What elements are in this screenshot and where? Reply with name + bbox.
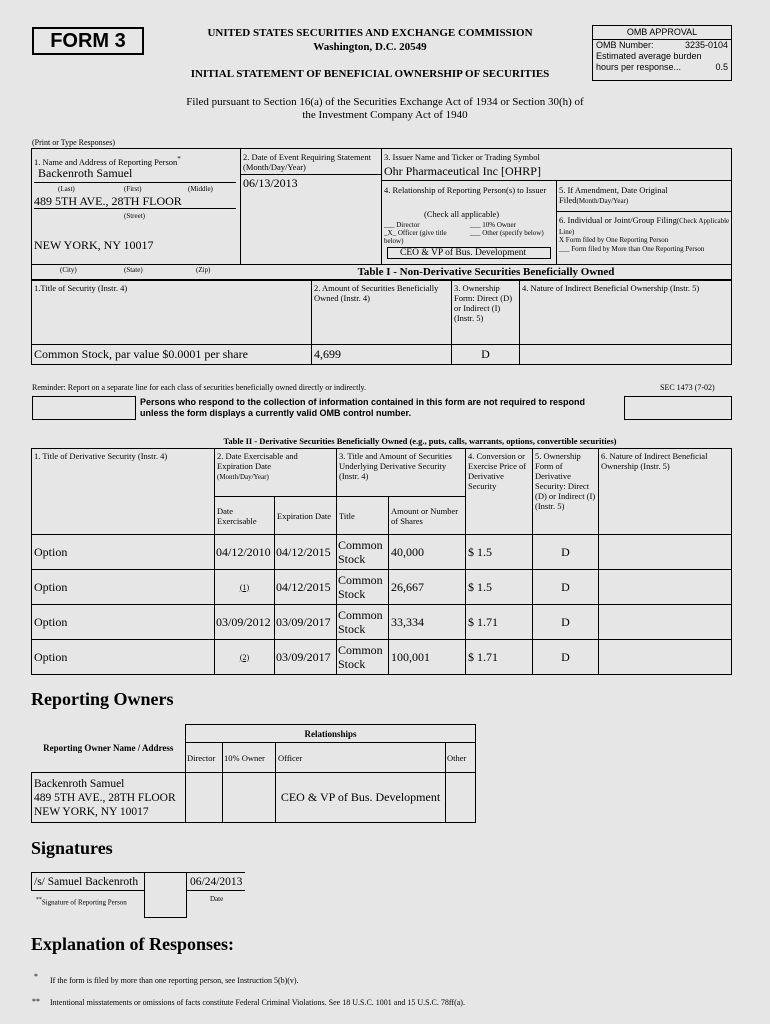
row2-amount: 26,667 [389,570,466,605]
reporting-owners-heading: Reporting Owners [31,689,174,709]
box6-option-2: ___ Form filed by More than One Reporting Person [559,245,705,253]
box2-label: 2. Date of Event Requiring Statement (Month/Day/Year) [243,152,371,172]
box4-officer: _X_ Officer (give title below) [384,229,447,245]
form-label: FORM 3 [32,27,144,55]
box4-label: 4. Relationship of Reporting Person(s) to Issuer [384,185,547,195]
note-1-mark: * [34,972,38,981]
omb-burden-label: Estimated average burden [596,51,702,61]
note-1: If the form is filed by more than one reporting person, see Instruction 5(b)(v). [50,976,299,985]
row2-price: $ 1.5 [466,570,533,605]
table2-col3a: Title [337,497,389,535]
signatures-heading: Signatures [31,838,113,858]
table2-col1: 1. Title of Derivative Security (Instr. 4) [32,449,215,535]
row2-title: Option [32,570,215,605]
reminder-right-box [624,396,732,420]
row2-underlying-title: Common Stock [337,570,389,605]
state-label: (State) [124,266,143,274]
filed-line-2: the Investment Company Act of 1940 [302,109,468,121]
table1-col4: 4. Nature of Indirect Beneficial Ownership (Instr. 5) [520,281,732,345]
agency-name: UNITED STATES SECURITIES AND EXCHANGE COMMISSION [207,27,533,39]
table2-row [32,570,732,605]
owners-row [32,773,476,823]
form-title: INITIAL STATEMENT OF BENEFICIAL OWNERSHIP OF SECURITIES [190,68,550,80]
footnote-1-link[interactable]: (1) [239,582,250,592]
officer-title: CEO & VP of Bus. Development [400,248,527,258]
table2 [31,448,732,675]
filed-pursuant [100,96,670,122]
row4-price: $ 1.71 [466,640,533,675]
table2-col2a: Date Exercisable [215,497,275,535]
row4-title: Option [32,640,215,675]
sec-code: SEC 1473 (7-02) [660,383,715,392]
omb-number: 3235-0104 [684,40,728,50]
footnote-2-link[interactable]: (2) [239,652,250,662]
date-label: Date [210,895,224,903]
table2-col2b: Expiration Date [275,497,337,535]
street-value: 489 5TH AVE., 28TH FLOOR [34,194,182,208]
owners-col-other: Other [446,743,476,773]
table1-form: D [452,345,520,365]
row1-expiration: 04/12/2015 [275,535,337,570]
row4-amount: 100,001 [389,640,466,675]
table1-col1: 1.Title of Security (Instr. 4) [32,281,312,345]
row1-form: D [533,535,599,570]
first-label: (First) [124,185,142,193]
table2-row [32,535,732,570]
row1-price: $ 1.5 [466,535,533,570]
row3-exercisable: 03/09/2012 [215,605,275,640]
omb-title: OMB APPROVAL [593,26,731,40]
table1-row [32,345,732,365]
table2-col3: 3. Title and Amount of Securities Underlying Derivative Security (Instr. 4) [337,449,466,497]
table2-col3b: Amount or Number of Shares [389,497,466,535]
zip-label: (Zip) [196,266,211,274]
table2-row [32,640,732,675]
row1-amount: 40,000 [389,535,466,570]
row3-underlying-title: Common Stock [337,605,389,640]
table2-row [32,605,732,640]
explanation-heading: Explanation of Responses: [31,934,235,954]
row4-form: D [533,640,599,675]
reminder-text: Reminder: Report on a separate line for each class of securities beneficially owned directly or indirectly. [32,383,367,392]
row3-expiration: 03/09/2017 [275,605,337,640]
note-2-mark: ** [32,997,40,1006]
row3-price: $ 1.71 [466,605,533,640]
row4-expiration: 03/09/2017 [275,640,337,675]
omb-number-label: OMB Number: [596,40,654,50]
signature-label: **Signature of Reporting Person [36,897,127,907]
omb-approval-box [592,25,732,81]
agency-location: Washington, D.C. 20549 [313,41,427,53]
row2-expiration: 04/12/2015 [275,570,337,605]
table2-col2: 2. Date Exercisable and Expiration Date (Month/Day/Year) [215,449,337,497]
reporter-name: Backenroth Samuel [38,166,133,180]
table1-security: Common Stock, par value $0.0001 per share [32,345,312,365]
warning-line-2: unless the form displays a currently valid OMB control number. [140,408,412,418]
omb-burden-value: 0.5 [715,62,728,72]
box6-label: 6. Individual or Joint/Group Filing(Check Applicable Line) [559,215,730,236]
owners-col-ten: 10% Owner [223,743,276,773]
last-label: (Last) [58,185,75,193]
box4-director: ___ Director [384,221,420,229]
table1-col2: 2. Amount of Securities Beneficially Owned (Instr. 4) [312,281,452,345]
signature: /s/ Samuel Backenroth [34,876,139,888]
table1-col3: 3. Ownership Form: Direct (D) or Indirect (I) (Instr. 5) [452,281,520,345]
box5-label: 5. If Amendment, Date Original Filed(Month/Day/Year) [559,185,668,205]
owners-col-officer: Officer [276,743,446,773]
warning-line-1: Persons who respond to the collection of information contained in this form are not required to respond [140,397,586,407]
filed-line-1: Filed pursuant to Section 16(a) of the Securities Exchange Act of 1934 or Section 30(h) of [186,96,584,108]
owners-col-director: Director [186,743,223,773]
table1 [31,280,732,365]
row1-exercisable: 04/12/2010 [215,535,275,570]
table2-title: Table II - Derivative Securities Beneficially Owned (e.g., puts, calls, warrants, options, convertible securities) [223,436,617,446]
box3-label: 3. Issuer Name and Ticker or Trading Symbol [384,152,540,162]
owner-officer-title: CEO & VP of Bus. Development [276,773,446,823]
reminder-left-box [32,396,136,420]
box4-ten: ___ 10% Owner [470,221,516,229]
table2-col6: 6. Nature of Indirect Beneficial Ownership (Instr. 5) [599,449,732,535]
street-label: (Street) [124,212,145,220]
middle-label: (Middle) [188,185,213,193]
owners-col-name: Reporting Owner Name / Address [32,725,186,773]
owners-relationships: Relationships [186,725,476,743]
issuer-name: Ohr Pharmaceutical Inc [OHRP] [384,164,541,178]
box4-other: ___ Other (specify below) [470,229,544,237]
table1-title: Table I - Non-Derivative Securities Beneficially Owned [357,266,615,278]
row3-title: Option [32,605,215,640]
box4-check: (Check all applicable) [424,209,500,219]
row1-title: Option [32,535,215,570]
city-label: (City) [60,266,77,274]
owner-name-address: Backenroth Samuel 489 5TH AVE., 28TH FLOOR NEW YORK, NY 10017 [32,773,186,823]
table2-col4: 4. Conversion or Exercise Price of Derivative Security [466,449,533,535]
city-value: NEW YORK, NY 10017 [34,238,154,252]
row1-underlying-title: Common Stock [337,535,389,570]
box6-option-1: X Form filed by One Reporting Person [559,236,669,244]
event-date: 06/13/2013 [243,176,298,190]
row4-underlying-title: Common Stock [337,640,389,675]
owners-table [31,724,476,823]
signature-date: 06/24/2013 [190,876,243,888]
omb-burden-hours: hours per response... [596,62,682,72]
row3-amount: 33,334 [389,605,466,640]
print-note: (Print or Type Responses) [32,138,116,147]
box1-label: 1. Name and Address of Reporting Person* [34,155,181,167]
row2-form: D [533,570,599,605]
table2-col5: 5. Ownership Form of Derivative Security: Direct (D) or Indirect (I) (Instr. 5) [533,449,599,535]
row3-form: D [533,605,599,640]
note-2: Intentional misstatements or omissions of facts constitute Federal Criminal Violations. See 18 U.S.C. 1001 and 15 U.S.C. 78ff(a). [50,998,465,1007]
table1-amount: 4,699 [312,345,452,365]
